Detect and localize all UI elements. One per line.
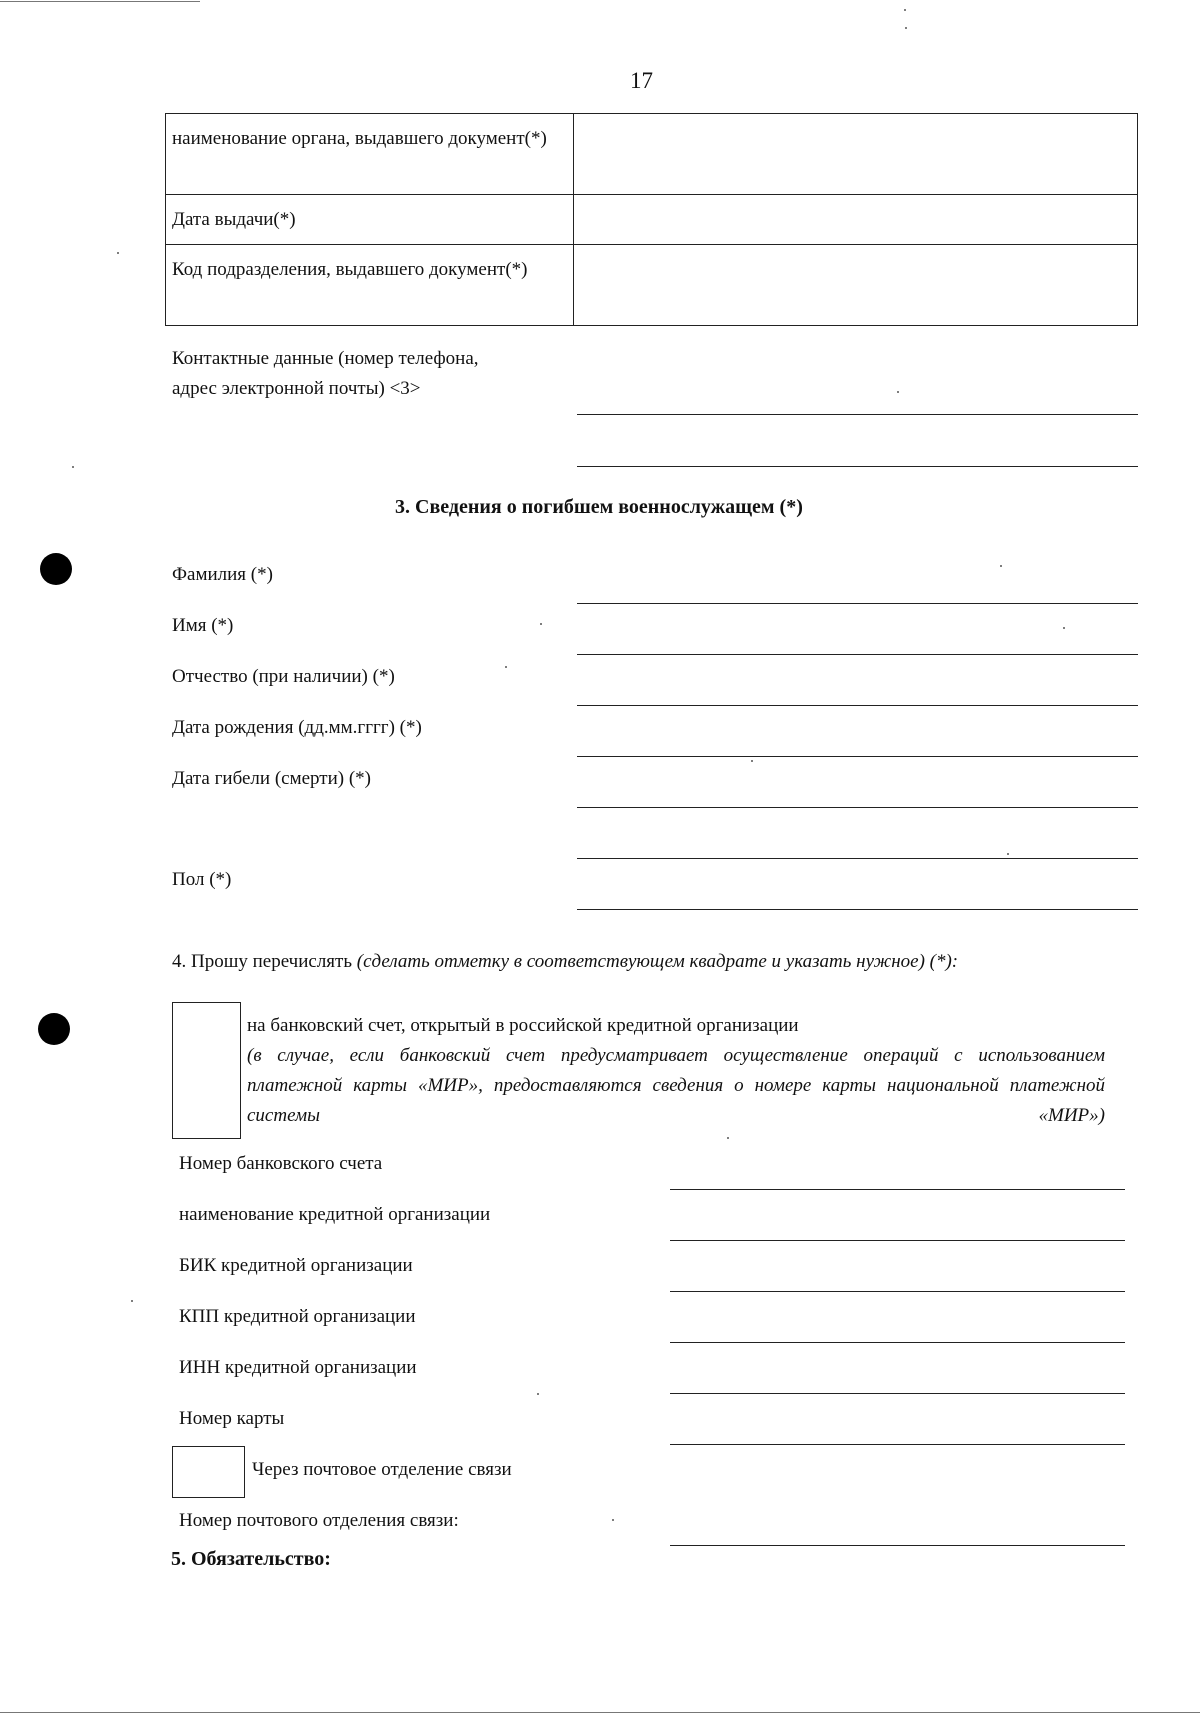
- card-number-fill-line[interactable]: [670, 1444, 1125, 1445]
- card-number-label: Номер карты: [179, 1408, 285, 1429]
- issue-date-label: Дата выдачи(*): [166, 195, 574, 245]
- kpp-label: КПП кредитной организации: [179, 1306, 416, 1327]
- section-4-intro-instruction: (сделать отметку в соответствующем квадрате и указать нужное) (*):: [356, 951, 959, 972]
- scan-speck: [131, 1300, 133, 1302]
- section-3-title: 3. Сведения о погибшем военнослужащем (*): [395, 496, 803, 518]
- bik-label: БИК кредитной организации: [179, 1255, 413, 1276]
- contacts-fill-line-1[interactable]: [577, 414, 1138, 415]
- inn-label: ИНН кредитной организации: [179, 1357, 417, 1378]
- section-4-intro: [172, 947, 958, 976]
- division-code-value[interactable]: [574, 245, 1138, 326]
- sex-fill-line[interactable]: [577, 909, 1138, 910]
- sex-label: Пол (*): [172, 869, 232, 890]
- table-row: [166, 245, 1138, 326]
- bank-account-checkbox[interactable]: [172, 1002, 241, 1139]
- contacts-fill-line-2[interactable]: [577, 466, 1138, 467]
- account-number-fill-line[interactable]: [670, 1189, 1125, 1190]
- patronymic-fill-line[interactable]: [577, 705, 1138, 706]
- name-label: Имя (*): [172, 615, 234, 636]
- scan-speck: [505, 666, 507, 668]
- issue-date-value[interactable]: [574, 195, 1138, 245]
- scan-speck: [1000, 565, 1002, 567]
- inn-fill-line[interactable]: [670, 1393, 1125, 1394]
- contacts-label-line2: адрес электронной почты) <3>: [172, 378, 421, 399]
- section-5-title: 5. Обязательство:: [171, 1548, 331, 1570]
- scan-speck: [751, 760, 753, 762]
- page-number: 17: [630, 68, 653, 93]
- birth-date-label: Дата рождения (дд.мм.гггг) (*): [172, 717, 422, 738]
- name-fill-line[interactable]: [577, 654, 1138, 655]
- division-code-label: Код подразделения, выдавшего документ(*): [166, 245, 574, 326]
- table-row: [166, 195, 1138, 245]
- scan-speck: [612, 1519, 614, 1521]
- death-date-extra-fill-line[interactable]: [577, 858, 1138, 859]
- scan-speck: [897, 391, 899, 393]
- post-office-number-fill-line[interactable]: [670, 1545, 1125, 1546]
- bank-account-option-label: на банковский счет, открытый в российской кредитной организации: [247, 1015, 799, 1036]
- post-office-number-label: Номер почтового отделения связи:: [179, 1510, 459, 1531]
- birth-date-fill-line[interactable]: [577, 756, 1138, 757]
- table-row: [166, 114, 1138, 195]
- surname-label: Фамилия (*): [172, 564, 273, 585]
- issuing-authority-label: наименование органа, выдавшего документ(*): [166, 114, 574, 195]
- scan-edge-top: [0, 1, 200, 2]
- scan-speck: [905, 27, 907, 29]
- bank-account-note: (в случае, если банковский счет предусматривает осуществление операций с использованием платежной карты «МИР», предоставляются сведения о номере карты национальной платежной системы «МИР»): [247, 1045, 1105, 1126]
- scan-speck: [904, 9, 906, 11]
- scan-speck: [72, 466, 74, 468]
- kpp-fill-line[interactable]: [670, 1342, 1125, 1343]
- issuing-document-table: [165, 113, 1138, 326]
- post-office-checkbox[interactable]: [172, 1446, 245, 1498]
- punch-hole-dot: [40, 553, 72, 585]
- scan-speck: [1007, 853, 1009, 855]
- surname-fill-line[interactable]: [577, 603, 1138, 604]
- scan-edge-bottom: [0, 1712, 1200, 1713]
- bank-name-label: наименование кредитной организации: [179, 1204, 491, 1225]
- punch-hole-dot: [38, 1013, 70, 1045]
- post-office-option-label: Через почтовое отделение связи: [252, 1459, 512, 1480]
- scan-speck: [537, 1393, 539, 1395]
- account-number-label: Номер банковского счета: [179, 1153, 383, 1174]
- death-date-label: Дата гибели (смерти) (*): [172, 768, 371, 789]
- scan-speck: [540, 623, 542, 625]
- death-date-fill-line[interactable]: [577, 807, 1138, 808]
- patronymic-label: Отчество (при наличии) (*): [172, 666, 395, 687]
- scan-speck: [1063, 627, 1065, 629]
- issuing-authority-value[interactable]: [574, 114, 1138, 195]
- scan-speck: [117, 252, 119, 254]
- bank-name-fill-line[interactable]: [670, 1240, 1125, 1241]
- section-4-intro-text: 4. Прошу перечислять: [172, 951, 357, 972]
- bik-fill-line[interactable]: [670, 1291, 1125, 1292]
- contacts-label-line1: Контактные данные (номер телефона,: [172, 348, 479, 369]
